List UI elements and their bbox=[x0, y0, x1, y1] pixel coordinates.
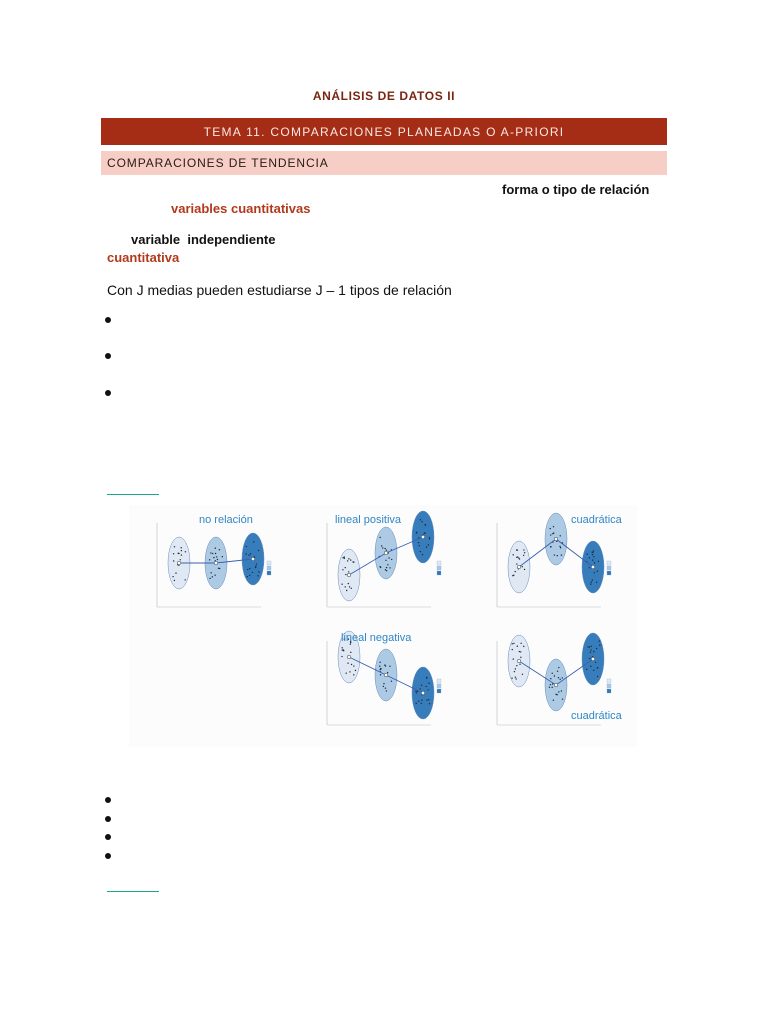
mean-point bbox=[347, 655, 351, 659]
data-point bbox=[173, 553, 174, 554]
data-point bbox=[420, 519, 421, 520]
data-point bbox=[554, 554, 555, 555]
mean-point bbox=[554, 537, 558, 541]
data-point bbox=[594, 562, 595, 563]
data-point bbox=[597, 676, 598, 677]
data-point bbox=[216, 556, 217, 557]
legend-swatch bbox=[437, 684, 441, 688]
data-point bbox=[597, 667, 598, 668]
trend-panel bbox=[327, 511, 441, 607]
data-point bbox=[353, 665, 354, 666]
data-point bbox=[379, 537, 380, 538]
data-point bbox=[222, 556, 223, 557]
data-point bbox=[550, 546, 551, 547]
data-point bbox=[589, 658, 590, 659]
data-point bbox=[558, 691, 559, 692]
trend-figure-canvas bbox=[129, 505, 637, 747]
trend-panel bbox=[497, 633, 623, 725]
data-point bbox=[520, 643, 521, 644]
data-point bbox=[250, 553, 251, 554]
data-point bbox=[520, 651, 521, 652]
data-point bbox=[379, 661, 380, 662]
data-point bbox=[252, 572, 253, 573]
data-point bbox=[215, 553, 216, 554]
data-point bbox=[253, 541, 254, 542]
data-point bbox=[421, 700, 422, 701]
data-point bbox=[561, 554, 562, 555]
data-point bbox=[519, 651, 520, 652]
data-point bbox=[343, 650, 344, 651]
legend-swatch bbox=[267, 561, 271, 565]
data-point bbox=[429, 538, 430, 539]
data-point bbox=[215, 548, 216, 549]
data-point bbox=[209, 578, 210, 579]
data-point bbox=[386, 570, 387, 571]
legend-swatch bbox=[267, 566, 271, 570]
data-point bbox=[245, 553, 246, 554]
panel-label: lineal positiva bbox=[335, 514, 402, 526]
data-point bbox=[515, 571, 516, 572]
mean-point bbox=[591, 657, 595, 661]
data-point bbox=[558, 667, 559, 668]
document-title: ANÁLISIS DE DATOS II bbox=[312, 89, 456, 103]
data-point bbox=[348, 558, 349, 559]
bullet bbox=[105, 797, 111, 803]
data-point bbox=[598, 561, 599, 562]
data-point bbox=[380, 668, 381, 669]
data-point bbox=[511, 678, 512, 679]
data-point bbox=[389, 567, 390, 568]
data-point bbox=[596, 648, 597, 649]
data-point bbox=[344, 558, 345, 559]
data-point bbox=[386, 690, 387, 691]
data-point bbox=[355, 670, 356, 671]
data-point bbox=[386, 549, 387, 550]
data-point bbox=[562, 677, 563, 678]
variables-fragment: variables cuantitativas bbox=[171, 201, 311, 216]
legend-swatch bbox=[607, 571, 611, 575]
bullet bbox=[105, 390, 111, 396]
data-point bbox=[558, 677, 559, 678]
data-point bbox=[589, 567, 590, 568]
data-point bbox=[586, 669, 587, 670]
data-point bbox=[345, 586, 346, 587]
data-point bbox=[348, 583, 349, 584]
data-point bbox=[420, 551, 421, 552]
data-point bbox=[516, 665, 517, 666]
data-point bbox=[590, 649, 591, 650]
data-point bbox=[511, 643, 512, 644]
data-point bbox=[590, 583, 591, 584]
data-point bbox=[258, 550, 259, 551]
data-point bbox=[594, 572, 595, 573]
data-point bbox=[388, 557, 389, 558]
data-point bbox=[421, 521, 422, 522]
data-point bbox=[345, 672, 346, 673]
data-point bbox=[560, 547, 561, 548]
data-point bbox=[514, 671, 515, 672]
data-point bbox=[559, 546, 560, 547]
data-point bbox=[513, 658, 514, 659]
data-point bbox=[349, 671, 350, 672]
data-point bbox=[249, 575, 250, 576]
data-point bbox=[551, 687, 552, 688]
data-point bbox=[520, 657, 521, 658]
data-point bbox=[593, 556, 594, 557]
data-point bbox=[552, 673, 553, 674]
data-point bbox=[553, 526, 554, 527]
data-point bbox=[557, 671, 558, 672]
data-point bbox=[428, 544, 429, 545]
data-point bbox=[181, 550, 182, 551]
legend-swatch bbox=[607, 561, 611, 565]
data-point bbox=[592, 554, 593, 555]
data-point bbox=[587, 646, 588, 647]
data-point bbox=[384, 664, 385, 665]
data-point bbox=[255, 565, 256, 566]
bullet bbox=[105, 816, 111, 822]
data-point bbox=[553, 700, 554, 701]
data-point bbox=[380, 567, 381, 568]
data-point bbox=[212, 553, 213, 554]
data-point bbox=[344, 556, 345, 557]
data-point bbox=[415, 691, 416, 692]
data-point bbox=[550, 528, 551, 529]
data-point bbox=[523, 555, 524, 556]
relation-fragment: forma o tipo de relación bbox=[502, 182, 650, 197]
data-point bbox=[591, 582, 592, 583]
data-point bbox=[524, 552, 525, 553]
data-point bbox=[178, 553, 179, 554]
data-point bbox=[420, 688, 421, 689]
legend-swatch bbox=[437, 566, 441, 570]
data-point bbox=[210, 552, 211, 553]
legend-swatch bbox=[437, 561, 441, 565]
section-header bbox=[101, 151, 667, 175]
legend-swatch bbox=[607, 684, 611, 688]
link-underline[interactable] bbox=[107, 494, 159, 495]
mean-point bbox=[384, 673, 388, 677]
data-point bbox=[523, 646, 524, 647]
data-point bbox=[385, 560, 386, 561]
data-point bbox=[385, 569, 386, 570]
data-point bbox=[556, 694, 557, 695]
bullet bbox=[105, 317, 111, 323]
data-point bbox=[351, 588, 352, 589]
trend-panel bbox=[497, 513, 623, 607]
data-point bbox=[524, 569, 525, 570]
data-point bbox=[517, 549, 518, 550]
data-point bbox=[587, 553, 588, 554]
mean-point bbox=[517, 565, 521, 569]
data-point bbox=[350, 652, 351, 653]
data-point bbox=[426, 546, 427, 547]
data-point bbox=[592, 552, 593, 553]
data-point bbox=[425, 686, 426, 687]
data-point bbox=[522, 674, 523, 675]
data-point bbox=[550, 678, 551, 679]
trend-figure bbox=[129, 505, 637, 747]
data-point bbox=[424, 533, 425, 534]
data-point bbox=[184, 579, 185, 580]
panel-label: cuadrática bbox=[571, 514, 622, 526]
data-point bbox=[379, 666, 380, 667]
data-point bbox=[346, 590, 347, 591]
data-point bbox=[595, 662, 596, 663]
data-point bbox=[516, 563, 517, 564]
mean-point bbox=[214, 561, 218, 565]
data-point bbox=[213, 557, 214, 558]
data-point bbox=[386, 567, 387, 568]
data-point bbox=[349, 586, 350, 587]
data-point bbox=[341, 647, 342, 648]
data-point bbox=[425, 524, 426, 525]
data-point bbox=[175, 572, 176, 573]
data-point bbox=[593, 670, 594, 671]
data-point bbox=[418, 701, 419, 702]
mean-point bbox=[347, 573, 351, 577]
mean-point bbox=[251, 557, 255, 561]
data-point bbox=[209, 559, 210, 560]
link-underline[interactable] bbox=[107, 891, 159, 892]
data-point bbox=[174, 546, 175, 547]
legend-swatch bbox=[607, 566, 611, 570]
data-point bbox=[387, 564, 388, 565]
data-point bbox=[513, 575, 514, 576]
data-point bbox=[519, 664, 520, 665]
data-point bbox=[421, 703, 422, 704]
legend-swatch bbox=[607, 689, 611, 693]
data-point bbox=[342, 557, 343, 558]
data-point bbox=[185, 551, 186, 552]
section-header-text: COMPARACIONES DE TENDENCIA bbox=[107, 156, 329, 170]
legend-swatch bbox=[267, 571, 271, 575]
data-point bbox=[515, 668, 516, 669]
data-point bbox=[351, 664, 352, 665]
data-point bbox=[174, 580, 175, 581]
data-point bbox=[593, 550, 594, 551]
topic-banner bbox=[101, 118, 667, 145]
data-point bbox=[416, 703, 417, 704]
data-point bbox=[181, 554, 182, 555]
data-point bbox=[592, 579, 593, 580]
data-point bbox=[382, 547, 383, 548]
data-point bbox=[553, 532, 554, 533]
data-point bbox=[513, 643, 514, 644]
data-point bbox=[172, 576, 173, 577]
data-point bbox=[419, 545, 420, 546]
mean-point bbox=[384, 551, 388, 555]
data-point bbox=[181, 547, 182, 548]
data-point bbox=[599, 644, 600, 645]
panel-label: lineal negativa bbox=[341, 632, 412, 644]
bullet bbox=[105, 853, 111, 859]
data-point bbox=[557, 555, 558, 556]
data-point bbox=[342, 569, 343, 570]
data-point bbox=[384, 548, 385, 549]
data-point bbox=[523, 549, 524, 550]
trend-panel bbox=[327, 631, 441, 725]
data-point bbox=[348, 571, 349, 572]
independent-variable-fragment: variable independiente bbox=[131, 232, 276, 247]
data-point bbox=[257, 575, 258, 576]
mean-point bbox=[517, 659, 521, 663]
data-point bbox=[429, 703, 430, 704]
data-point bbox=[380, 674, 381, 675]
data-point bbox=[515, 678, 516, 679]
data-point bbox=[180, 559, 181, 560]
data-point bbox=[593, 651, 594, 652]
data-point bbox=[515, 676, 516, 677]
topic-banner-text: TEMA 11. COMPARACIONES PLANEADAS O A-PRIORI bbox=[203, 124, 565, 139]
data-point bbox=[428, 683, 429, 684]
data-point bbox=[418, 542, 419, 543]
relation-count-sentence: Con J medias pueden estudiarse J – 1 tipos de relación bbox=[107, 282, 452, 298]
data-point bbox=[347, 662, 348, 663]
data-point bbox=[387, 672, 388, 673]
data-point bbox=[347, 560, 348, 561]
data-point bbox=[342, 649, 343, 650]
data-point bbox=[592, 559, 593, 560]
data-point bbox=[214, 574, 215, 575]
data-point bbox=[591, 646, 592, 647]
data-point bbox=[428, 699, 429, 700]
data-point bbox=[350, 559, 351, 560]
data-point bbox=[341, 584, 342, 585]
legend-swatch bbox=[607, 679, 611, 683]
data-point bbox=[218, 568, 219, 569]
data-point bbox=[597, 570, 598, 571]
data-point bbox=[516, 557, 517, 558]
data-point bbox=[427, 689, 428, 690]
panel-label: cuadrática bbox=[571, 710, 622, 722]
data-point bbox=[549, 687, 550, 688]
data-point bbox=[589, 646, 590, 647]
data-point bbox=[249, 568, 250, 569]
data-point bbox=[590, 652, 591, 653]
data-point bbox=[596, 582, 597, 583]
data-point bbox=[383, 686, 384, 687]
bullet bbox=[105, 353, 111, 359]
data-point bbox=[341, 656, 342, 657]
data-point bbox=[345, 574, 346, 575]
mean-point bbox=[177, 561, 181, 565]
panel-label: no relación bbox=[199, 514, 253, 526]
legend-swatch bbox=[437, 689, 441, 693]
data-point bbox=[217, 559, 218, 560]
data-point bbox=[345, 567, 346, 568]
data-point bbox=[422, 554, 423, 555]
data-point bbox=[599, 640, 600, 641]
data-point bbox=[389, 665, 390, 666]
data-point bbox=[391, 680, 392, 681]
trend-panel bbox=[157, 514, 271, 607]
data-point bbox=[517, 646, 518, 647]
data-point bbox=[522, 566, 523, 567]
data-point bbox=[352, 561, 353, 562]
data-point bbox=[247, 569, 248, 570]
data-point bbox=[562, 698, 563, 699]
mean-point bbox=[421, 535, 425, 539]
data-point bbox=[421, 685, 422, 686]
data-point bbox=[426, 677, 427, 678]
data-point bbox=[429, 537, 430, 538]
data-point bbox=[246, 546, 247, 547]
mean-point bbox=[421, 691, 425, 695]
legend-swatch bbox=[437, 571, 441, 575]
data-point bbox=[550, 534, 551, 535]
data-point bbox=[212, 576, 213, 577]
data-point bbox=[561, 690, 562, 691]
data-point bbox=[256, 563, 257, 564]
bullet bbox=[105, 834, 111, 840]
data-point bbox=[416, 532, 417, 533]
data-point bbox=[383, 683, 384, 684]
data-point bbox=[258, 571, 259, 572]
data-point bbox=[416, 692, 417, 693]
data-point bbox=[560, 535, 561, 536]
data-point bbox=[550, 684, 551, 685]
data-point bbox=[554, 675, 555, 676]
data-point bbox=[512, 554, 513, 555]
data-point bbox=[255, 567, 256, 568]
data-point bbox=[353, 674, 354, 675]
data-point bbox=[426, 699, 427, 700]
mean-point bbox=[591, 565, 595, 569]
data-point bbox=[173, 560, 174, 561]
data-point bbox=[381, 545, 382, 546]
data-point bbox=[210, 572, 211, 573]
data-point bbox=[391, 559, 392, 560]
data-point bbox=[248, 554, 249, 555]
data-point bbox=[512, 649, 513, 650]
data-point bbox=[589, 557, 590, 558]
quantitative-fragment: cuantitativa bbox=[107, 250, 180, 265]
data-point bbox=[519, 558, 520, 559]
data-point bbox=[247, 576, 248, 577]
data-point bbox=[385, 687, 386, 688]
data-point bbox=[219, 549, 220, 550]
data-point bbox=[559, 679, 560, 680]
legend-swatch bbox=[437, 679, 441, 683]
data-point bbox=[590, 666, 591, 667]
mean-point bbox=[554, 683, 558, 687]
